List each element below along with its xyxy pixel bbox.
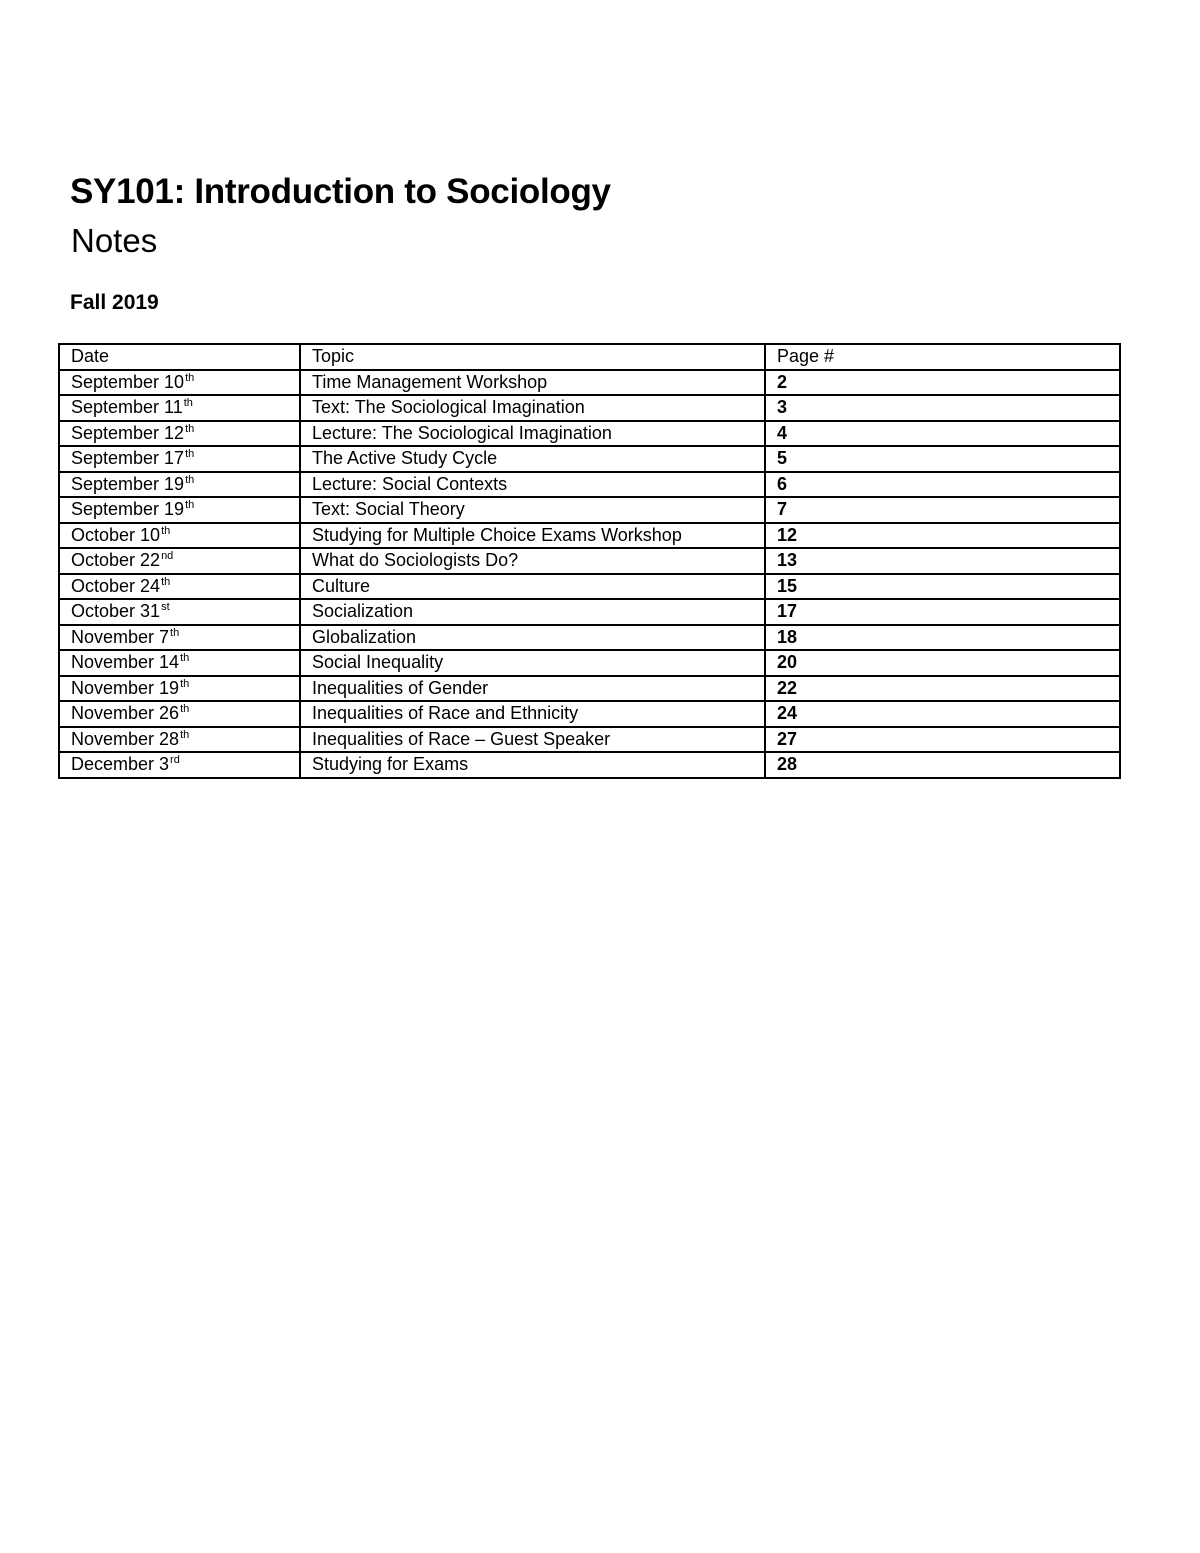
date-ordinal-suffix: th [185, 371, 195, 384]
date-text: September 17 [71, 448, 185, 469]
date-ordinal-suffix: th [161, 524, 171, 537]
date-text: September 10 [71, 371, 185, 392]
table-row [59, 523, 1120, 549]
date-text: November 26 [71, 703, 180, 724]
date-ordinal-suffix: th [170, 626, 180, 639]
date-cell [59, 574, 300, 600]
topic-cell: Text: Social Theory [300, 497, 765, 523]
date-cell [59, 548, 300, 574]
page-number-cell: 17 [765, 599, 1120, 625]
page-number-cell: 28 [765, 752, 1120, 778]
date-ordinal-suffix: th [180, 703, 190, 716]
date-cell [59, 472, 300, 498]
date-cell [59, 370, 300, 396]
table-row [59, 650, 1120, 676]
date-ordinal-suffix: th [185, 422, 195, 435]
page-number-cell: 15 [765, 574, 1120, 600]
date-text: December 3 [71, 754, 170, 775]
table-body [59, 370, 1120, 778]
date-ordinal-suffix: th [185, 473, 195, 486]
date-ordinal-suffix: th [183, 397, 193, 410]
document-subtitle: Notes [71, 222, 158, 259]
date-ordinal-suffix: th [185, 448, 195, 461]
date-cell [59, 395, 300, 421]
page-number-cell: 7 [765, 497, 1120, 523]
date-text: October 24 [71, 575, 161, 596]
column-header-date: Date [59, 344, 300, 370]
date-ordinal-suffix: th [180, 728, 190, 741]
date-cell [59, 727, 300, 753]
table-row [59, 599, 1120, 625]
date-text: November 28 [71, 728, 180, 749]
table-header-row [59, 344, 1120, 370]
page-number-cell: 5 [765, 446, 1120, 472]
topic-cell: Inequalities of Race – Guest Speaker [300, 727, 765, 753]
column-header-topic: Topic [300, 344, 765, 370]
topic-cell: What do Sociologists Do? [300, 548, 765, 574]
topic-cell: Text: The Sociological Imagination [300, 395, 765, 421]
date-text: September 12 [71, 422, 185, 443]
table-row [59, 370, 1120, 396]
page-number-cell: 13 [765, 548, 1120, 574]
date-cell [59, 599, 300, 625]
page-number-cell: 20 [765, 650, 1120, 676]
date-text: October 10 [71, 524, 161, 545]
date-cell [59, 701, 300, 727]
table-row [59, 676, 1120, 702]
topic-cell: Time Management Workshop [300, 370, 765, 396]
page-number-cell: 22 [765, 676, 1120, 702]
date-cell [59, 650, 300, 676]
page-number-cell: 12 [765, 523, 1120, 549]
date-text: November 14 [71, 652, 180, 673]
table-row [59, 701, 1120, 727]
page-number-cell: 18 [765, 625, 1120, 651]
table-row [59, 446, 1120, 472]
term-label: Fall 2019 [70, 291, 159, 314]
date-text: October 22 [71, 550, 161, 571]
page-number-cell: 24 [765, 701, 1120, 727]
date-ordinal-suffix: th [180, 677, 190, 690]
table-row [59, 395, 1120, 421]
topic-cell: Culture [300, 574, 765, 600]
topic-cell: Lecture: Social Contexts [300, 472, 765, 498]
page-number-cell: 6 [765, 472, 1120, 498]
date-text: November 19 [71, 677, 180, 698]
date-cell [59, 446, 300, 472]
topic-cell: Inequalities of Race and Ethnicity [300, 701, 765, 727]
date-ordinal-suffix: th [180, 652, 190, 665]
table-row [59, 727, 1120, 753]
date-cell [59, 523, 300, 549]
table-row [59, 625, 1120, 651]
topic-cell: Globalization [300, 625, 765, 651]
table-row [59, 472, 1120, 498]
table-row [59, 574, 1120, 600]
page-number-cell: 2 [765, 370, 1120, 396]
topic-cell: Studying for Multiple Choice Exams Workshop [300, 523, 765, 549]
topic-cell: The Active Study Cycle [300, 446, 765, 472]
date-text: September 19 [71, 473, 185, 494]
topic-cell: Inequalities of Gender [300, 676, 765, 702]
date-text: September 19 [71, 499, 185, 520]
table-row [59, 497, 1120, 523]
date-ordinal-suffix: th [161, 575, 171, 588]
date-ordinal-suffix: nd [161, 550, 174, 563]
notes-schedule-table [58, 343, 1121, 779]
page-number-cell: 3 [765, 395, 1120, 421]
date-ordinal-suffix: st [161, 601, 170, 614]
topic-cell: Studying for Exams [300, 752, 765, 778]
document-title: SY101: Introduction to Sociology [70, 172, 611, 211]
page-number-cell: 4 [765, 421, 1120, 447]
topic-cell: Socialization [300, 599, 765, 625]
topic-cell: Social Inequality [300, 650, 765, 676]
date-text: October 31 [71, 601, 161, 622]
date-cell [59, 497, 300, 523]
date-cell [59, 752, 300, 778]
date-text: November 7 [71, 626, 170, 647]
topic-cell: Lecture: The Sociological Imagination [300, 421, 765, 447]
date-ordinal-suffix: rd [170, 754, 180, 767]
page-number-cell: 27 [765, 727, 1120, 753]
date-ordinal-suffix: th [185, 499, 195, 512]
date-cell [59, 676, 300, 702]
date-text: September 11 [71, 397, 183, 418]
date-cell [59, 625, 300, 651]
table-row [59, 752, 1120, 778]
table-row [59, 421, 1120, 447]
table-row [59, 548, 1120, 574]
column-header-page: Page # [765, 344, 1120, 370]
date-cell [59, 421, 300, 447]
